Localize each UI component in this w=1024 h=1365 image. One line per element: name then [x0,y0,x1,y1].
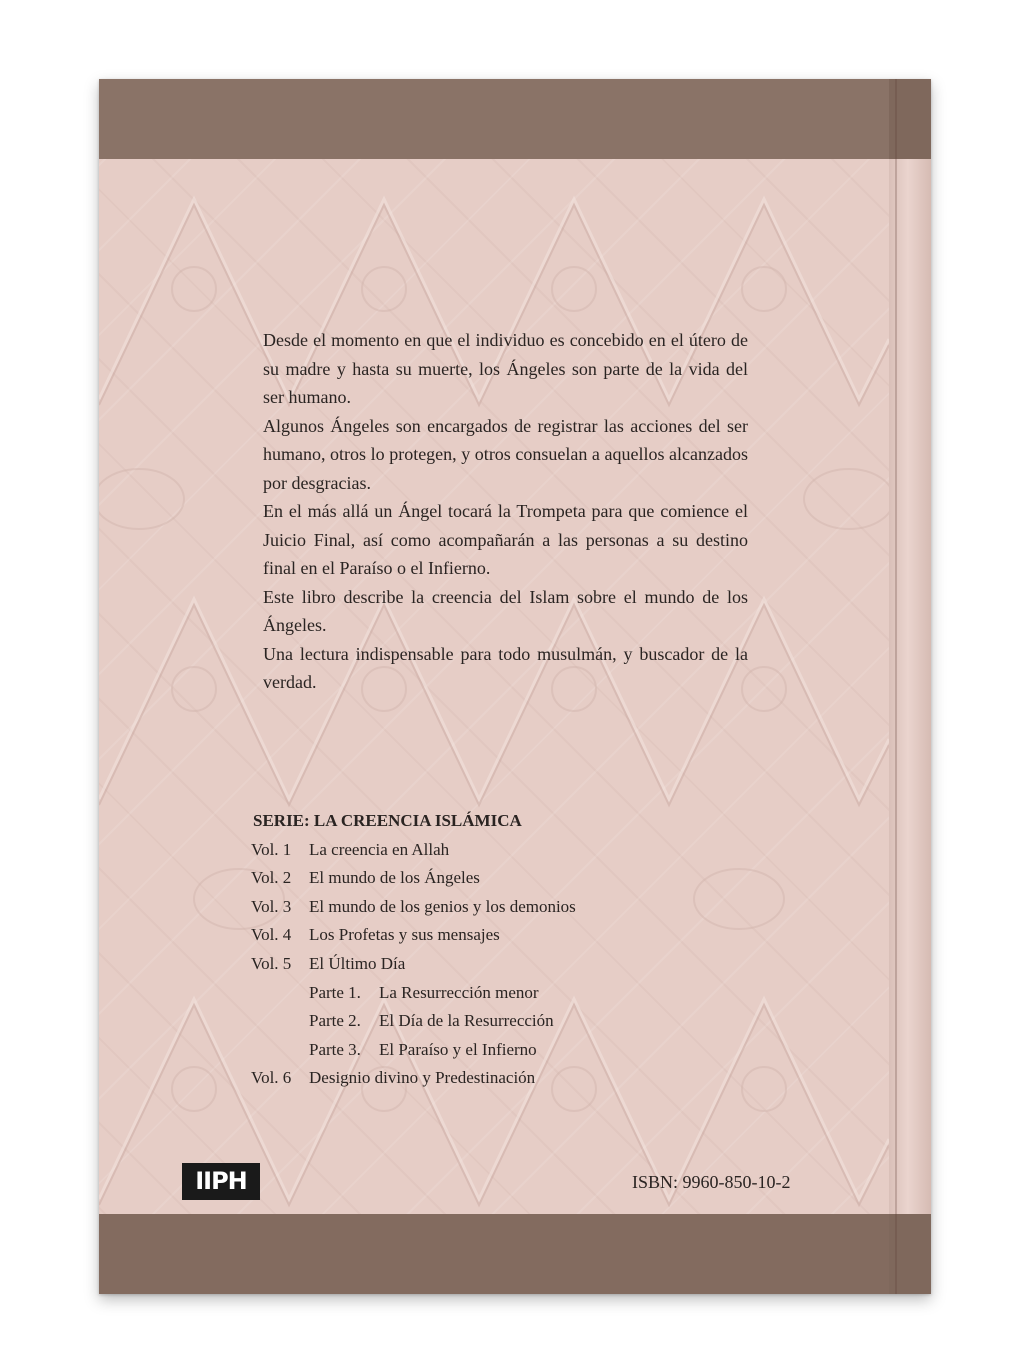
volume-title: El mundo de los Ángeles [309,868,480,888]
volume-title: El Último Día [309,953,406,973]
series-volume [251,1064,711,1093]
volume-label: Vol. 5 [251,953,292,973]
series-list [251,807,711,1093]
series-part [251,1036,711,1065]
blurb-paragraph: Algunos Ángeles son encargados de registrar las acciones del ser humano, otros lo protegen, y otros consuelan a aquellos alcanzados por desgracias. [263,415,748,493]
volume-title: El mundo de los genios y los demonios [309,896,576,916]
series-title: SERIE: LA CREENCIA ISLÁMICA [253,811,522,830]
series-volume [251,836,711,865]
part-title: El Paraíso y el Infierno [379,1039,537,1059]
series-part [251,1007,711,1036]
top-band [99,79,889,159]
book [99,79,931,1294]
isbn-text: ISBN: 9960-850-10-2 [632,1172,791,1192]
part-label: Parte 1. [309,982,361,1002]
part-label: Parte 2. [309,1011,361,1031]
blurb-paragraph: Desde el momento en que el individuo es concebido en el útero de su madre y hasta su muerte, los Ángeles son parte de la vida del ser humano. [263,330,748,407]
volume-label: Vol. 6 [251,1068,292,1088]
bottom-band [99,1214,889,1294]
spine-hinge [895,79,897,1294]
publisher-logo: IIPH [182,1163,260,1200]
volume-label: Vol. 4 [251,925,292,945]
part-title: La Resurrección menor [379,982,539,1002]
blurb-paragraph: Una lectura indispensable para todo musulmán, y buscador de la verdad. [263,643,748,692]
series-volume [251,950,711,979]
part-title: El Día de la Resurrección [379,1011,554,1031]
volume-label: Vol. 1 [251,839,292,859]
blurb-text [263,326,748,697]
volume-title: Designio divino y Predestinación [309,1068,536,1088]
volume-label: Vol. 3 [251,896,292,916]
volume-label: Vol. 2 [251,868,292,888]
blurb-paragraph: Este libro describe la creencia del Islam sobre el mundo de los Ángeles. [263,586,748,635]
back-cover [99,79,889,1294]
series-part [251,979,711,1008]
volume-title: Los Profetas y sus mensajes [309,925,500,945]
series-volume [251,921,711,950]
series-volume [251,864,711,893]
blurb-paragraph: En el más allá un Ángel tocará la Trompeta para que comience el Juicio Final, así como acompañarán a las personas a su destino final en el Paraíso o el Infierno. [263,501,748,578]
part-label: Parte 3. [309,1039,361,1059]
series-volume [251,893,711,922]
volume-title: La creencia en Allah [309,839,450,859]
